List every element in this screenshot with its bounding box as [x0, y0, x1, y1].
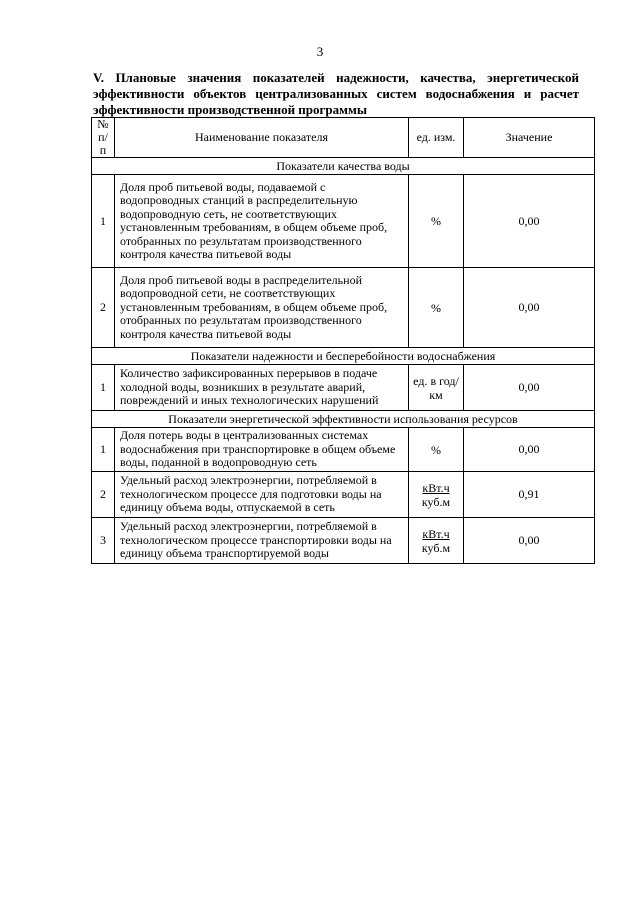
- row-num: 1: [92, 175, 115, 268]
- header-value: Значение: [464, 118, 595, 158]
- row-value: 0,00: [464, 175, 595, 268]
- group-title: Показатели энергетической эффективности использования ресурсов: [92, 411, 595, 428]
- row-value: 0,00: [464, 518, 595, 564]
- unit-denominator: куб.м: [421, 494, 451, 509]
- row-name: Удельный расход электроэнергии, потребляемой в технологическом процессе для подготовки воды на единицу объема воды, отпускаемой в сеть: [115, 472, 409, 518]
- row-unit: ед. в год/ км: [409, 365, 464, 411]
- section-title-line: эффективности объектов централизованных систем водоснабжения и расчет: [93, 86, 579, 101]
- row-value: 0,91: [464, 472, 595, 518]
- header-name: Наименование показателя: [115, 118, 409, 158]
- row-unit: [409, 472, 464, 518]
- row-num: 2: [92, 472, 115, 518]
- row-unit: [409, 518, 464, 564]
- header-num: № п/п: [92, 118, 115, 158]
- section-title: [93, 70, 579, 118]
- page-number: 3: [316, 44, 324, 59]
- section-title-line: V. Плановые значения показателей надежности, качества, энергетической: [93, 70, 579, 85]
- section-title-line: эффективности производственной программы: [93, 102, 368, 117]
- unit-numerator: кВт.ч: [422, 480, 450, 495]
- group-title: Показатели качества воды: [92, 158, 595, 175]
- group-row: [92, 158, 595, 175]
- row-num: 2: [92, 268, 115, 348]
- row-name: Удельный расход электроэнергии, потребляемой в технологическом процессе транспортировки воды на единицу объема транспортируемой воды: [115, 518, 409, 564]
- row-value: 0,00: [464, 365, 595, 411]
- unit-numerator: кВт.ч: [422, 526, 450, 541]
- row-name: Доля потерь воды в централизованных системах водоснабжения при транспортировке в общем объеме воды, поданной в водопроводную сеть: [115, 428, 409, 472]
- row-name: Количество зафиксированных перерывов в подаче холодной воды, возникших в результате аварий, повреждений и иных технологических нарушений: [115, 365, 409, 411]
- row-num: 1: [92, 428, 115, 472]
- row-value: 0,00: [464, 428, 595, 472]
- row-unit: %: [409, 175, 464, 268]
- table-row: [92, 428, 595, 472]
- row-unit: %: [409, 268, 464, 348]
- row-num: 1: [92, 365, 115, 411]
- table-header-row: [92, 118, 595, 158]
- header-unit: ед. изм.: [409, 118, 464, 158]
- table-row: [92, 518, 595, 564]
- group-title: Показатели надежности и бесперебойности водоснабжения: [92, 348, 595, 365]
- row-num: 3: [92, 518, 115, 564]
- row-value: 0,00: [464, 268, 595, 348]
- group-row: [92, 348, 595, 365]
- table-row: [92, 175, 595, 268]
- row-name: Доля проб питьевой воды в распределительной водопроводной сети, не соответствующих установленным требованиям, в общем объеме проб, отобранных по результатам производственного контроля качества питьевой воды: [115, 268, 409, 348]
- indicators-table: [91, 117, 595, 564]
- unit-denominator: куб.м: [421, 540, 451, 555]
- table-row: [92, 268, 595, 348]
- row-unit: %: [409, 428, 464, 472]
- table-row: [92, 365, 595, 411]
- row-name: Доля проб питьевой воды, подаваемой с водопроводных станций в распределительную водопроводную сеть, не соответствующих установленным требованиям, в общем объеме проб, отобранных по результатам производственного контроля качества питьевой воды: [115, 175, 409, 268]
- group-row: [92, 411, 595, 428]
- table-row: [92, 472, 595, 518]
